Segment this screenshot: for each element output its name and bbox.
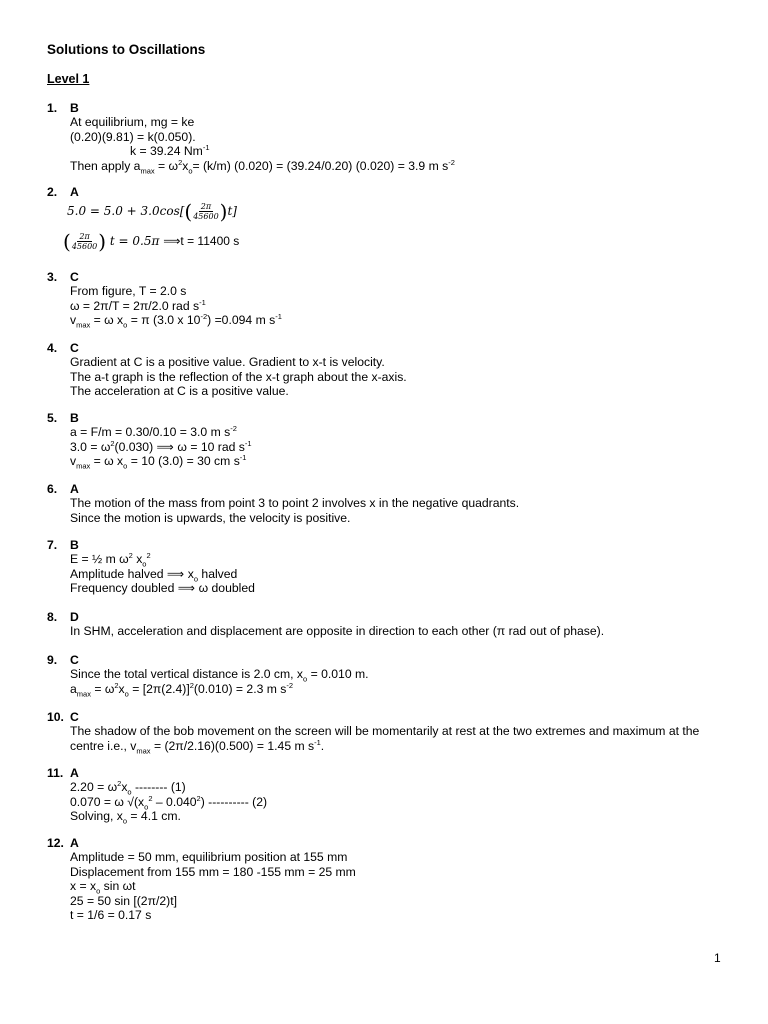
question-12 xyxy=(47,836,727,923)
solution-line: Displacement from 155 mm = 180 -155 mm = 25 mm xyxy=(70,864,356,879)
page-title: Solutions to Oscillations xyxy=(47,42,206,57)
solution-line: $2.20 = \omega^2x_o$ -------- (1) xyxy=(70,778,186,797)
solution-line: k = 39.24 $Nm^{-1}$ xyxy=(130,142,210,158)
question-11 xyxy=(47,766,727,824)
question-number: 9. xyxy=(47,653,58,667)
solution-line: Gradient at C is a positive value. Gradient to x-t is velocity. xyxy=(70,355,385,369)
solution-line: Amplitude halved ⟹ $x_o$ halved xyxy=(70,566,238,583)
solution-line: t = 1/6 = 0.17 s xyxy=(70,908,152,922)
question-number: 4. xyxy=(47,341,58,355)
solution-line: a = F/m = 0.30/0.10 = 3.0 m $s^{-2}$ xyxy=(70,423,237,439)
question-5 xyxy=(47,411,727,469)
answer-letter: A xyxy=(70,766,79,780)
solution-line: $v_{max} = \omega$ $x_o = 10$ (3.0) = 30 cm $s^{-1}$ xyxy=(70,452,247,471)
solution-line: The acceleration at C is a positive value. xyxy=(70,384,289,398)
answer-letter: C xyxy=(70,653,79,667)
question-3 xyxy=(47,270,727,328)
solution-line: From figure, T = 2.0 s xyxy=(70,284,187,298)
answer-letter: B xyxy=(70,411,79,425)
question-10 xyxy=(47,710,727,753)
solution-line: (0.20)(9.81) = k(0.050). xyxy=(70,129,196,144)
answer-letter: C xyxy=(70,270,79,284)
question-9 xyxy=(47,653,727,696)
solution-line: At equilibrium, mg = ke xyxy=(70,115,195,129)
solution-line: Then apply $a_{max} = \omega^2x_o= (k/m) (0.020) = (39.24/0.20) (0.020) = 3.9$ m $s^{-2}$ xyxy=(70,157,455,175)
question-number: 8. xyxy=(47,610,58,624)
answer-letter: C xyxy=(70,341,79,355)
solution-line: The motion of the mass from point 3 to point 2 involves x in the negative quadrants. xyxy=(70,496,520,510)
question-1 xyxy=(47,101,727,173)
page-number: 1 xyxy=(714,951,721,965)
solution-line: The shadow of the bob movement on the screen will be momentarily at rest at the two extremes and maximum at the centre i.e., $v_{max} = (2\pi/2.16)(0.500) = 1.45$ m $s^{-1}$. xyxy=(70,724,700,755)
answer-letter: D xyxy=(70,610,79,624)
section-heading: Level 1 xyxy=(47,72,90,86)
question-number: 5. xyxy=(47,411,58,425)
solution-line: Solving, $x_o = 4.1$ cm. xyxy=(70,809,181,826)
question-number: 12. xyxy=(47,836,64,850)
solution-line: ω = 2π/T = 2π/2.0 rad $s^{-1}$ xyxy=(70,297,206,313)
question-number: 1. xyxy=(47,101,58,115)
answer-letter: C xyxy=(70,710,79,724)
solution-line: E = ½ m $\omega^2$ $x_o^2$ xyxy=(70,550,151,569)
answer-letter: B xyxy=(70,101,79,115)
question-number: 2. xyxy=(47,185,58,199)
equation-line: 5.0 = 5.0 + 3.0cos[( $\frac{2\pi}{45600}$ )t] xyxy=(67,199,237,224)
answer-letter: A xyxy=(70,482,79,496)
solution-line: In SHM, acceleration and displacement are opposite in direction to each other (π rad out of phase). xyxy=(70,624,605,638)
question-6 xyxy=(47,482,727,525)
solution-line: Since the motion is upwards, the velocity is positive. xyxy=(70,510,351,525)
solution-line: 25 = 50 sin [(2π/2)t] xyxy=(70,893,177,908)
solution-line: Frequency doubled ⟹ ω doubled xyxy=(70,581,255,595)
solution-line: Since the total vertical distance is 2.0 cm, $x_o = 0.010$ m. xyxy=(70,667,369,684)
question-number: 3. xyxy=(47,270,58,284)
solution-line: $3.0 = \omega^2(0.030)$ ⟹ ω = 10 rad $s^{-1}$ xyxy=(70,438,252,454)
question-number: 7. xyxy=(47,538,58,552)
question-2 xyxy=(47,185,727,253)
solution-line: $x = x_o$ sin ωt xyxy=(70,879,136,896)
solution-line: Amplitude = 50 mm, equilibrium position at 155 mm xyxy=(70,850,348,864)
solution-line: 0.070 = ω $√(x_o^2 - 0.040^2)$ ---------- (2) xyxy=(70,793,268,811)
question-number: 10. xyxy=(47,710,64,724)
answer-letter: A xyxy=(70,185,79,199)
solution-line: The a-t graph is the reflection of the x-t graph about the x-axis. xyxy=(70,369,407,384)
answer-letter: B xyxy=(70,538,79,552)
question-8 xyxy=(47,610,727,639)
question-4 xyxy=(47,341,727,399)
answer-letter: A xyxy=(70,836,79,850)
question-number: 11. xyxy=(47,766,64,780)
equation-line: ( $\frac{2\pi}{45600}$ ) t = 0.5π ⟹t = 11400 s xyxy=(63,229,240,254)
question-number: 6. xyxy=(47,482,58,496)
question-7 xyxy=(47,538,727,596)
solution-line: $v_{max} = \omega$ $x_o = \pi$ (3.0 x $10^{-2}) =0.094$ m $s^{-1}$ xyxy=(70,311,282,330)
solution-line: $a_{max} = \omega^2x_o = [2\pi(2.4)]^2(0.010) = 2.3$ m $s^{-2}$ xyxy=(70,680,294,698)
